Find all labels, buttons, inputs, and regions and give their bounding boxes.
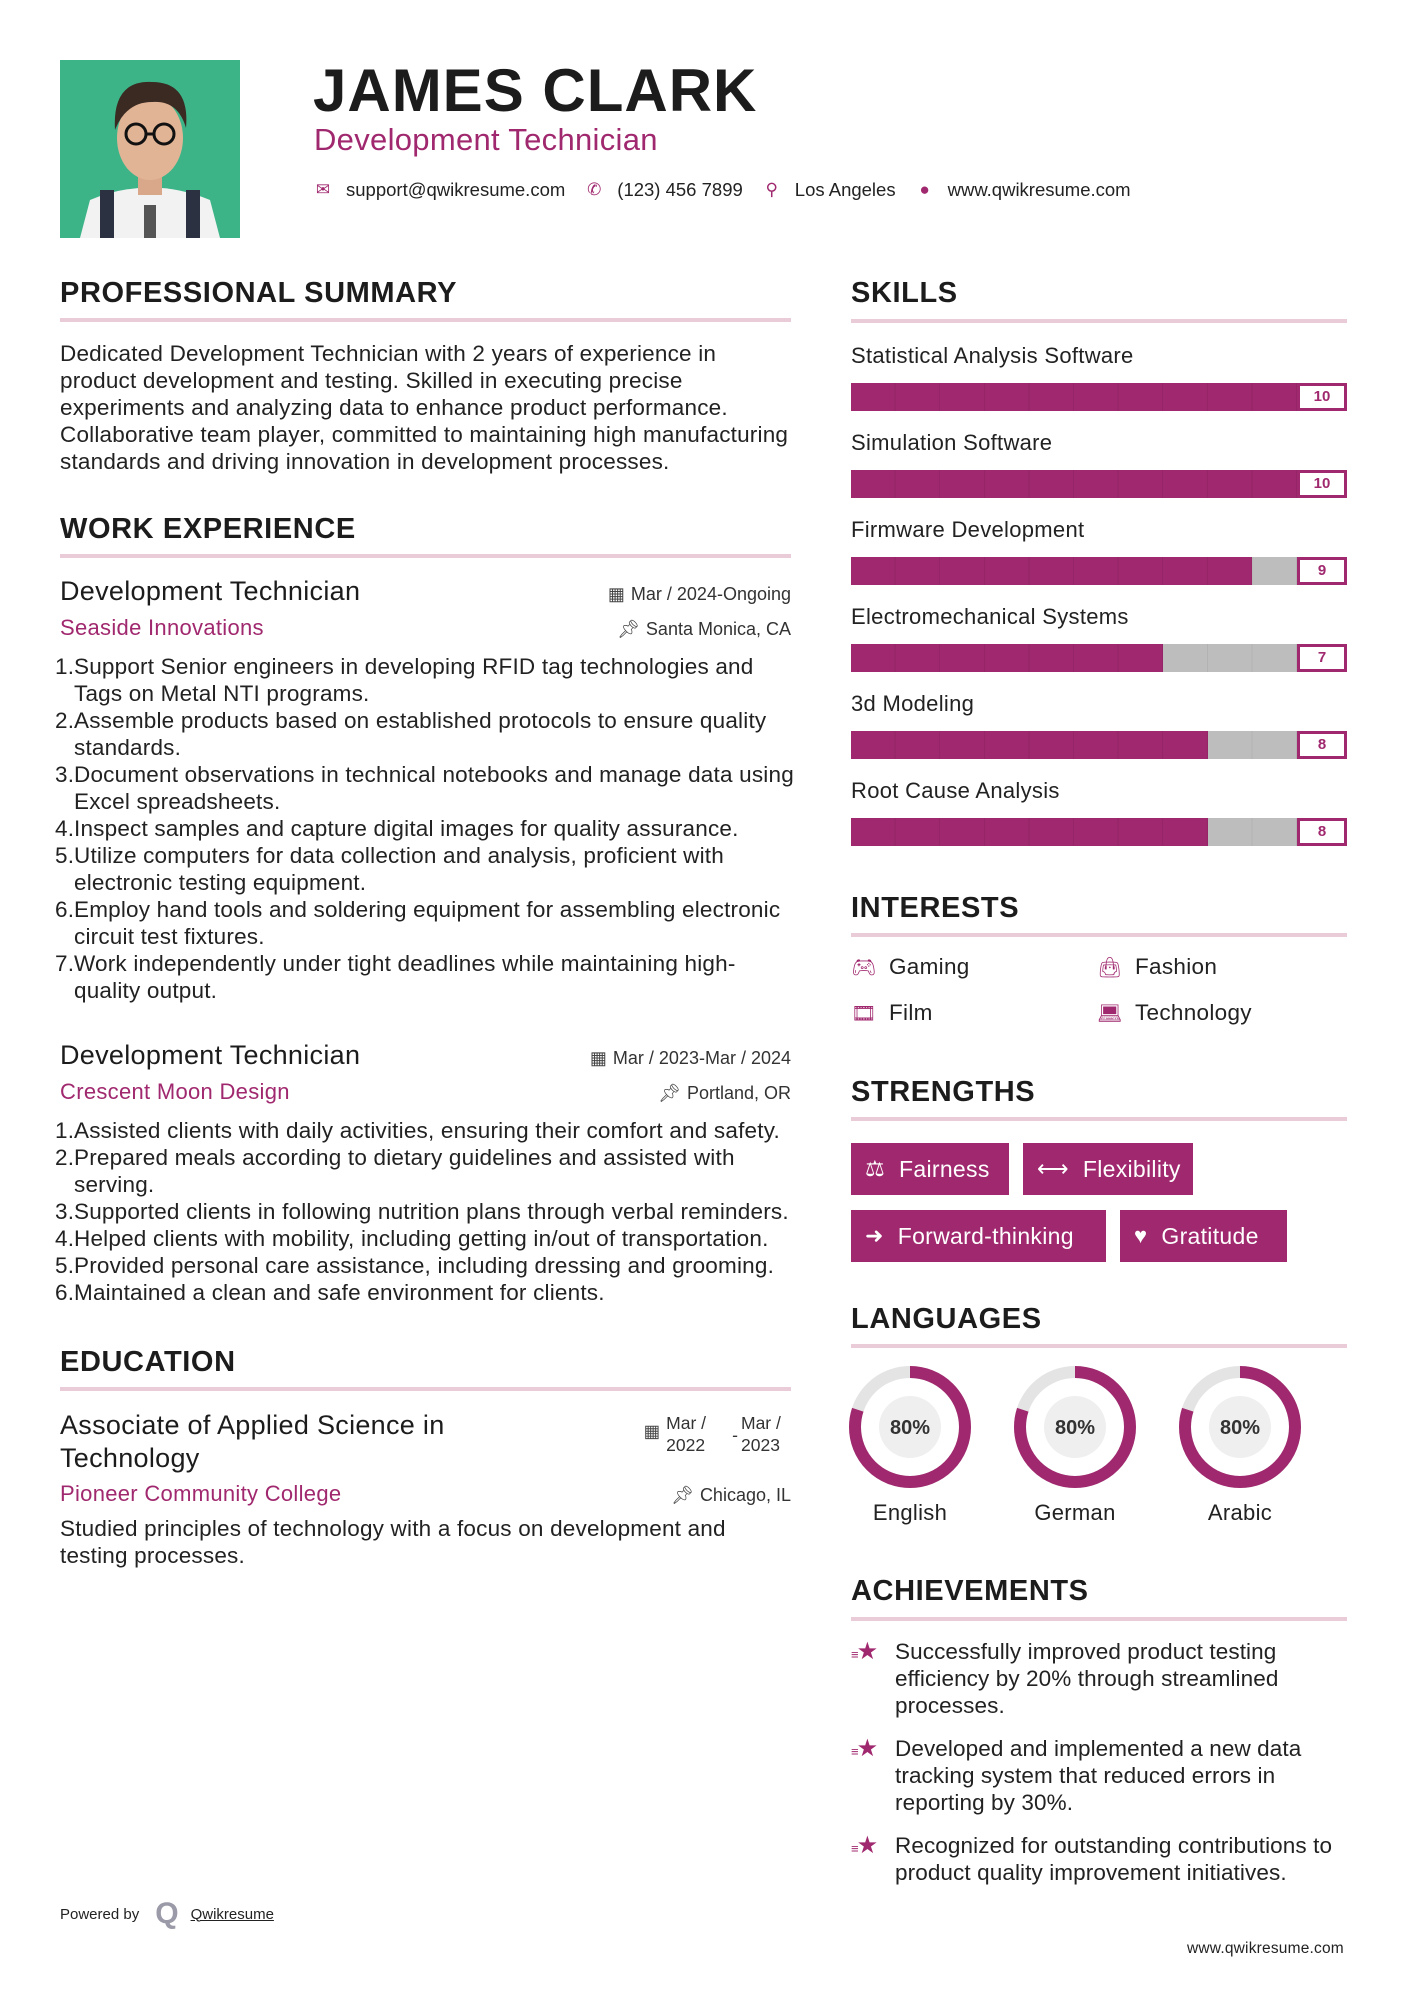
contact-location: Los Angeles: [794, 179, 896, 200]
duty-text: Utilize computers for data collection and analysis, proficient with electronic testing equipment.: [74, 843, 724, 895]
skill-score: 8: [1297, 818, 1347, 846]
section-divider: [851, 1617, 1347, 1621]
skill-label: Electromechanical Systems: [851, 604, 1129, 629]
duty-text: Assisted clients with daily activities, ensuring their comfort and safety.: [74, 1118, 780, 1143]
education-location: [671, 1485, 791, 1506]
duty-item: [55, 761, 795, 815]
job-title: Development Technician: [60, 576, 361, 606]
strength-label: Fairness: [899, 1155, 990, 1182]
duty-item: [55, 707, 795, 761]
education-location-text: Chicago, IL: [699, 1485, 791, 1505]
skill-bar: [851, 383, 1347, 411]
duty-text: Assemble products based on established protocols to ensure quality standards.: [74, 708, 767, 760]
achievement-item: [851, 1832, 1347, 1886]
section-divider: [60, 1387, 791, 1391]
skill-score: 10: [1297, 470, 1347, 498]
language-donut: [1178, 1365, 1302, 1489]
job-subheader: [60, 1079, 795, 1105]
duty-list: [55, 653, 795, 1004]
duty-text: Maintained a clean and safe environment for clients.: [74, 1280, 605, 1305]
skill-fill: [851, 731, 1208, 759]
duty-number: 1.: [55, 654, 75, 679]
laptop-icon: 💻︎: [1097, 1002, 1123, 1025]
job-title: Development Technician: [60, 1040, 361, 1070]
duty-list: [55, 1117, 795, 1306]
skill-fill: [851, 818, 1208, 846]
pin-icon: 📌︎: [658, 1083, 681, 1103]
duty-text: Work independently under tight deadlines while maintaining high-quality output.: [74, 951, 736, 1003]
achievements-heading: ACHIEVEMENTS: [851, 1575, 1089, 1607]
duty-text: Helped clients with mobility, including getting in/out of transportation.: [74, 1226, 769, 1251]
skill-fill: [851, 383, 1297, 411]
duty-text: Inspect samples and capture digital images for quality assurance.: [74, 816, 739, 841]
interests-heading: INTERESTS: [851, 892, 1020, 924]
job-list: [55, 576, 795, 1306]
skill-bar: [851, 731, 1347, 759]
duty-number: 2.: [55, 708, 75, 733]
skills-heading: SKILLS: [851, 277, 958, 309]
duty-text: Document observations in technical notebooks and manage data using Excel spreadsheets.: [74, 762, 794, 814]
duty-text: Supported clients in following nutrition plans through verbal reminders.: [74, 1199, 789, 1224]
job-location: [658, 1083, 791, 1104]
job-dates-text: Mar / 2023-Mar / 2024: [612, 1048, 791, 1068]
duty-item: [55, 1144, 795, 1198]
balance-scale-icon: ⚖: [865, 1156, 886, 1181]
duty-item: [55, 896, 795, 950]
contact-email[interactable]: support@qwikresume.com: [346, 179, 566, 200]
contact-bar: [314, 179, 1151, 201]
duty-item: [55, 1252, 795, 1279]
calendar-icon: ▦: [607, 584, 625, 604]
left-column: [55, 277, 795, 1569]
achievement-item: [851, 1735, 1347, 1816]
globe-icon: ●: [919, 180, 930, 199]
qwikresume-link[interactable]: Qwikresume: [190, 1905, 274, 1923]
company-name: Crescent Moon Design: [60, 1079, 290, 1104]
job-location: [617, 619, 791, 640]
interest-item: [851, 954, 970, 980]
interest-label: Gaming: [889, 954, 970, 979]
skill-label: Simulation Software: [851, 430, 1053, 455]
skill-label: Firmware Development: [851, 517, 1085, 542]
date-separator: -: [732, 1425, 738, 1445]
achievement-list: [851, 1638, 1347, 1886]
duty-item: [55, 1198, 795, 1225]
education-dates: [644, 1412, 791, 1456]
duty-text: Prepared meals according to dietary guidelines and assisted with serving.: [74, 1145, 735, 1197]
duty-item: [55, 1117, 795, 1144]
phone-icon: ✆: [587, 180, 602, 199]
interest-label: Technology: [1135, 1000, 1252, 1025]
pin-icon: 📌︎: [617, 619, 640, 639]
duty-number: 7.: [55, 951, 75, 976]
heart-icon: ♥: [1134, 1223, 1148, 1248]
skill-fill: [851, 557, 1252, 585]
skill-bar: [851, 470, 1347, 498]
skill-label: 3d Modeling: [851, 691, 975, 716]
section-divider: [60, 554, 791, 558]
duty-item: [55, 653, 795, 707]
skill-fill: [851, 644, 1163, 672]
strength-badge: [1023, 1143, 1193, 1195]
degree-title: Associate of Applied Science in Technology: [60, 1410, 445, 1473]
job-entry: [55, 1040, 795, 1306]
interest-label: Fashion: [1135, 954, 1218, 979]
duty-number: 3.: [55, 1199, 75, 1224]
achievement-text: Developed and implemented a new data tracking system that reduced errors in reporting by 30%.: [895, 1736, 1302, 1815]
duty-number: 5.: [55, 843, 75, 868]
shooting-star-icon: ≡★: [851, 1832, 879, 1859]
strength-label: Gratitude: [1161, 1222, 1259, 1249]
education-subheader: [60, 1481, 795, 1507]
strength-badge: [1120, 1210, 1287, 1262]
language-donut: [848, 1365, 972, 1489]
arrow-right-icon: ➜: [865, 1223, 884, 1248]
interest-item: [1097, 954, 1217, 980]
contact-website[interactable]: www.qwikresume.com: [947, 179, 1131, 200]
interest-item: [851, 1000, 933, 1026]
pin-icon: 📌︎: [671, 1485, 694, 1505]
language-label: English: [872, 1500, 948, 1525]
language-percent: 80%: [1054, 1417, 1096, 1439]
skill-label: Statistical Analysis Software: [851, 343, 1134, 368]
section-divider: [851, 1344, 1347, 1348]
language-percent: 80%: [1219, 1417, 1261, 1439]
achievement-item: [851, 1638, 1347, 1719]
job-location-text: Santa Monica, CA: [645, 619, 791, 639]
achievement-text: Successfully improved product testing efficiency by 20% through streamlined processes.: [895, 1639, 1279, 1718]
duty-item: [55, 1279, 795, 1306]
duty-number: 4.: [55, 1226, 75, 1251]
footer-website[interactable]: www.qwikresume.com: [1187, 1940, 1344, 1957]
gamepad-icon: 🎮︎: [851, 956, 877, 979]
skill-fill: [851, 470, 1297, 498]
shooting-star-icon: ≡★: [851, 1638, 879, 1665]
experience-heading: WORK EXPERIENCE: [60, 513, 356, 545]
company-name: Seaside Innovations: [60, 615, 264, 640]
section-divider: [851, 933, 1347, 937]
skill-score: 8: [1297, 731, 1347, 759]
duty-item: [55, 815, 795, 842]
powered-by-label: Powered by: [60, 1905, 140, 1923]
skill-bar: [851, 644, 1347, 672]
language-label: Arabic: [1207, 1500, 1273, 1525]
skill-bar: [851, 818, 1347, 846]
map-marker-icon: ⚲: [765, 180, 778, 199]
envelope-icon: ✉: [315, 180, 331, 199]
strength-badge: [851, 1210, 1106, 1262]
achievement-text: Recognized for outstanding contributions to product quality improvement initiatives.: [895, 1833, 1333, 1885]
interest-item: [1097, 1000, 1252, 1026]
duty-number: 4.: [55, 816, 75, 841]
job-header: [60, 576, 795, 607]
skill-score: 9: [1297, 557, 1347, 585]
languages-heading: LANGUAGES: [851, 1303, 1042, 1335]
section-divider: [60, 318, 791, 322]
section-divider: [851, 319, 1347, 323]
duty-number: 2.: [55, 1145, 75, 1170]
person-portrait-icon: [60, 60, 240, 238]
duty-item: [55, 950, 795, 1004]
calendar-icon: ▦: [643, 1421, 661, 1441]
job-dates-text: Mar / 2024-Ongoing: [630, 584, 791, 604]
skill-score: 7: [1297, 644, 1347, 672]
education-description: Studied principles of technology with a focus on development and testing processes.: [60, 1516, 726, 1568]
contact-phone[interactable]: (123) 456 7899: [617, 179, 743, 200]
education-heading: EDUCATION: [60, 1346, 236, 1378]
strength-badge: [851, 1143, 1009, 1195]
duty-item: [55, 842, 795, 896]
skill-label: Root Cause Analysis: [851, 778, 1060, 803]
duty-number: 5.: [55, 1253, 75, 1278]
school-name: Pioneer Community College: [60, 1481, 342, 1506]
duty-number: 6.: [55, 897, 75, 922]
shooting-star-icon: ≡★: [851, 1735, 879, 1762]
shopping-bag-icon: 👜︎: [1097, 956, 1123, 979]
job-header: [60, 1040, 795, 1071]
arrows-horizontal-icon: ⟷: [1037, 1156, 1069, 1181]
education-end: Mar / 2023: [741, 1413, 781, 1455]
profile-photo: [60, 60, 240, 238]
duty-number: 6.: [55, 1280, 75, 1305]
job-dates: [608, 584, 791, 605]
language-donut: [1013, 1365, 1137, 1489]
language-percent: 80%: [889, 1417, 931, 1439]
powered-by: [60, 1899, 274, 1929]
section-divider: [851, 1117, 1347, 1121]
skill-score: 10: [1297, 383, 1347, 411]
job-dates: [590, 1048, 791, 1069]
job-subheader: [60, 615, 795, 641]
strength-label: Forward-thinking: [897, 1222, 1074, 1249]
skill-bar: [851, 557, 1347, 585]
duty-text: Support Senior engineers in developing RFID tag technologies and Tags on Metal NTI programs.: [74, 654, 754, 706]
summary-text: Dedicated Development Technician with 2 years of experience in product development and testing. Skilled in executing precise experiments and analyzing data to enhance product performance. Collaborative team player, committed to maintaining high manufacturing standards and driving innovation in development processes.: [60, 341, 789, 474]
duty-text: Provided personal care assistance, including dressing and grooming.: [74, 1253, 775, 1278]
duty-item: [55, 1225, 795, 1252]
education-header: [60, 1409, 795, 1475]
duty-text: Employ hand tools and soldering equipment for assembling electronic circuit test fixtures.: [74, 897, 781, 949]
qwikresume-logo-icon: Q: [155, 1897, 179, 1930]
duty-number: 3.: [55, 762, 75, 787]
language-label: German: [1034, 1500, 1116, 1525]
duty-number: 1.: [55, 1118, 75, 1143]
education-start: Mar / 2022: [666, 1413, 707, 1455]
candidate-name: JAMES CLARK: [313, 57, 758, 124]
summary-heading: PROFESSIONAL SUMMARY: [60, 277, 458, 309]
calendar-icon: ▦: [589, 1048, 607, 1068]
strength-label: Flexibility: [1082, 1155, 1181, 1182]
job-location-text: Portland, OR: [686, 1083, 791, 1103]
job-entry: [55, 576, 795, 1004]
film-icon: 🎞︎: [851, 1002, 877, 1025]
strengths-heading: STRENGTHS: [851, 1076, 1036, 1108]
candidate-title: Development Technician: [314, 122, 658, 157]
interest-label: Film: [889, 1000, 933, 1025]
